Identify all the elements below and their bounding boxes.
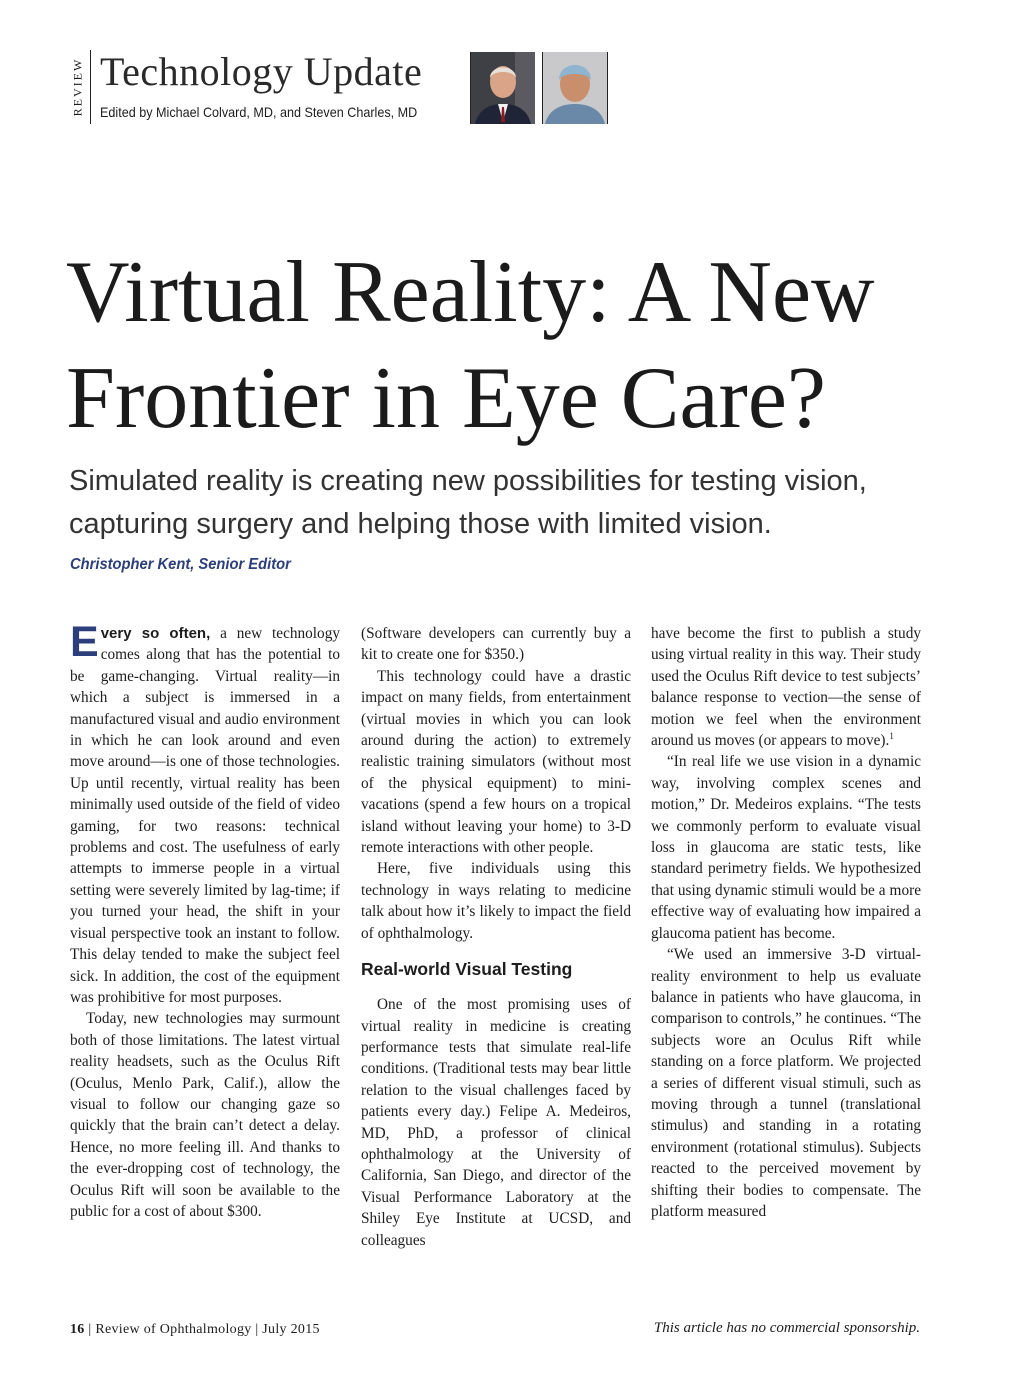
article-deck: Simulated reality is creating new possibilities for testing vision, capturing surgery and helping those with limited vision. bbox=[69, 465, 867, 540]
page-footer bbox=[70, 1322, 320, 1338]
portrait-icon bbox=[471, 52, 535, 124]
section-tag-label: REVIEW bbox=[70, 57, 85, 117]
article-headline bbox=[66, 240, 966, 452]
reference-marker: 1 bbox=[889, 730, 894, 741]
editor-photo-charles bbox=[542, 52, 608, 124]
page-number: 16 bbox=[70, 1322, 85, 1337]
footer-separator: | bbox=[255, 1322, 259, 1337]
column-editors: Edited by Michael Colvard, MD, and Steven Charles, MD bbox=[100, 104, 418, 120]
drop-cap: E bbox=[70, 618, 99, 666]
body-paragraph: “In real life we use vision in a dynamic way, involving complex scenes and motion,” Dr. Medeiros explains. “The tests we commonly perform to evaluate visual loss in glaucoma are static tests, like standard perimetry fields. We hypothesized that using dynamic stimuli would be a more effective way of evaluating how impaired a glaucoma patient has become. bbox=[651, 753, 921, 942]
body-paragraph bbox=[651, 623, 921, 751]
body-paragraph: Here, five individuals using this technology in ways relating to medicine talk about how it’s likely to impact the field of ophthalmology. bbox=[361, 860, 631, 942]
footer-separator: | bbox=[88, 1322, 92, 1337]
body-paragraph: “We used an immersive 3-D virtual-reality environment to help us evaluate balance in patients who have glaucoma, in comparison to controls,” he continues. “The subjects wore an Oculus Rift while standing on a force platform. We projected a series of different visual stimuli, such as moving through a tunnel (translational stimulus) and standing in a rotating environment (rotational stimulus). Subjects reacted to the perceived movement by shifting their bodies to compensate. The platform measured bbox=[651, 946, 921, 1220]
body-column-1 bbox=[70, 618, 341, 1222]
issue-date: July 2015 bbox=[262, 1322, 320, 1337]
portrait-icon bbox=[543, 52, 607, 124]
sponsorship-note: This article has no commercial sponsorship. bbox=[653, 1320, 920, 1336]
headline-line-1: Virtual Reality: A New bbox=[66, 244, 875, 341]
body-paragraph bbox=[70, 618, 341, 1008]
article-byline: Christopher Kent, Senior Editor bbox=[70, 556, 291, 573]
body-paragraph: (Software developers can currently buy a kit to create one for $350.) bbox=[361, 625, 631, 664]
subhead: Real-world Visual Testing bbox=[361, 959, 573, 980]
body-paragraph: One of the most promising uses of virtual reality in medicine is creating performance tests that simulate real-life conditions. (Traditional tests may bear little relation to the visual challenges faced by patients every day.) Felipe A. Medeiros, MD, PhD, a professor of clinical ophthalmology at the University of California, San Diego, and director of the Visual Performance Laboratory at the Shiley Eye Institute at UCSD, and colleagues bbox=[361, 996, 631, 1249]
section-tag bbox=[66, 50, 91, 124]
paragraph-text: a new technology comes along that has the potential to be game-changing. Virtual reality—in which a subject is immersed in a manufactured visual and audio environment in which he can look around and even move around—is one of those technologies. Up until recently, virtual reality has been minimally used outside of the field of video gaming, for two reasons: technical problems and cost. The usefulness of early attempts to immerse people in a virtual setting were severely limited by lag-time; if you turned your head, the shift in your visual perspective took an instant to follow. This delay tended to make the subject feel sick. In addition, the cost of the equipment was prohibitive for most purposes. bbox=[70, 625, 341, 1006]
headline-line-2: Frontier in Eye Care? bbox=[66, 350, 826, 447]
editor-photo-colvard bbox=[470, 52, 535, 124]
body-column-3 bbox=[651, 623, 921, 1222]
body-column-2 bbox=[361, 623, 631, 1251]
paragraph-text: have become the first to publish a study using virtual reality in this way. Their study used the Oculus Rift device to test subjects’ balance response to vection—the sense of motion we feel when the environment around us moves (or appears to move). bbox=[651, 625, 921, 750]
magazine-name: Review of Ophthalmology bbox=[95, 1322, 252, 1337]
body-paragraph: Today, new technologies may surmount both of those limitations. The latest virtual reality headsets, such as the Oculus Rift (Oculus, Menlo Park, Calif.), allow the visual to follow our changing gaze so quickly that the brain can’t detect a delay. Hence, no more feeling ill. And thanks to the ever-dropping cost of technology, the Oculus Rift will soon be available to the public for a cost of about $300. bbox=[70, 1010, 340, 1220]
column-title: Technology Update bbox=[100, 49, 423, 94]
column-header bbox=[66, 46, 626, 128]
lead-in: very so often, bbox=[100, 625, 211, 642]
body-paragraph: This technology could have a drastic impact on many fields, from entertainment (virtual movies in which you can look around during the action) to extremely realistic training simulators (without most of the physical equipment) to mini-vacations (spend a few hours on a tropical island without leaving your home) to 3-D remote interactions with other people. bbox=[361, 667, 631, 857]
